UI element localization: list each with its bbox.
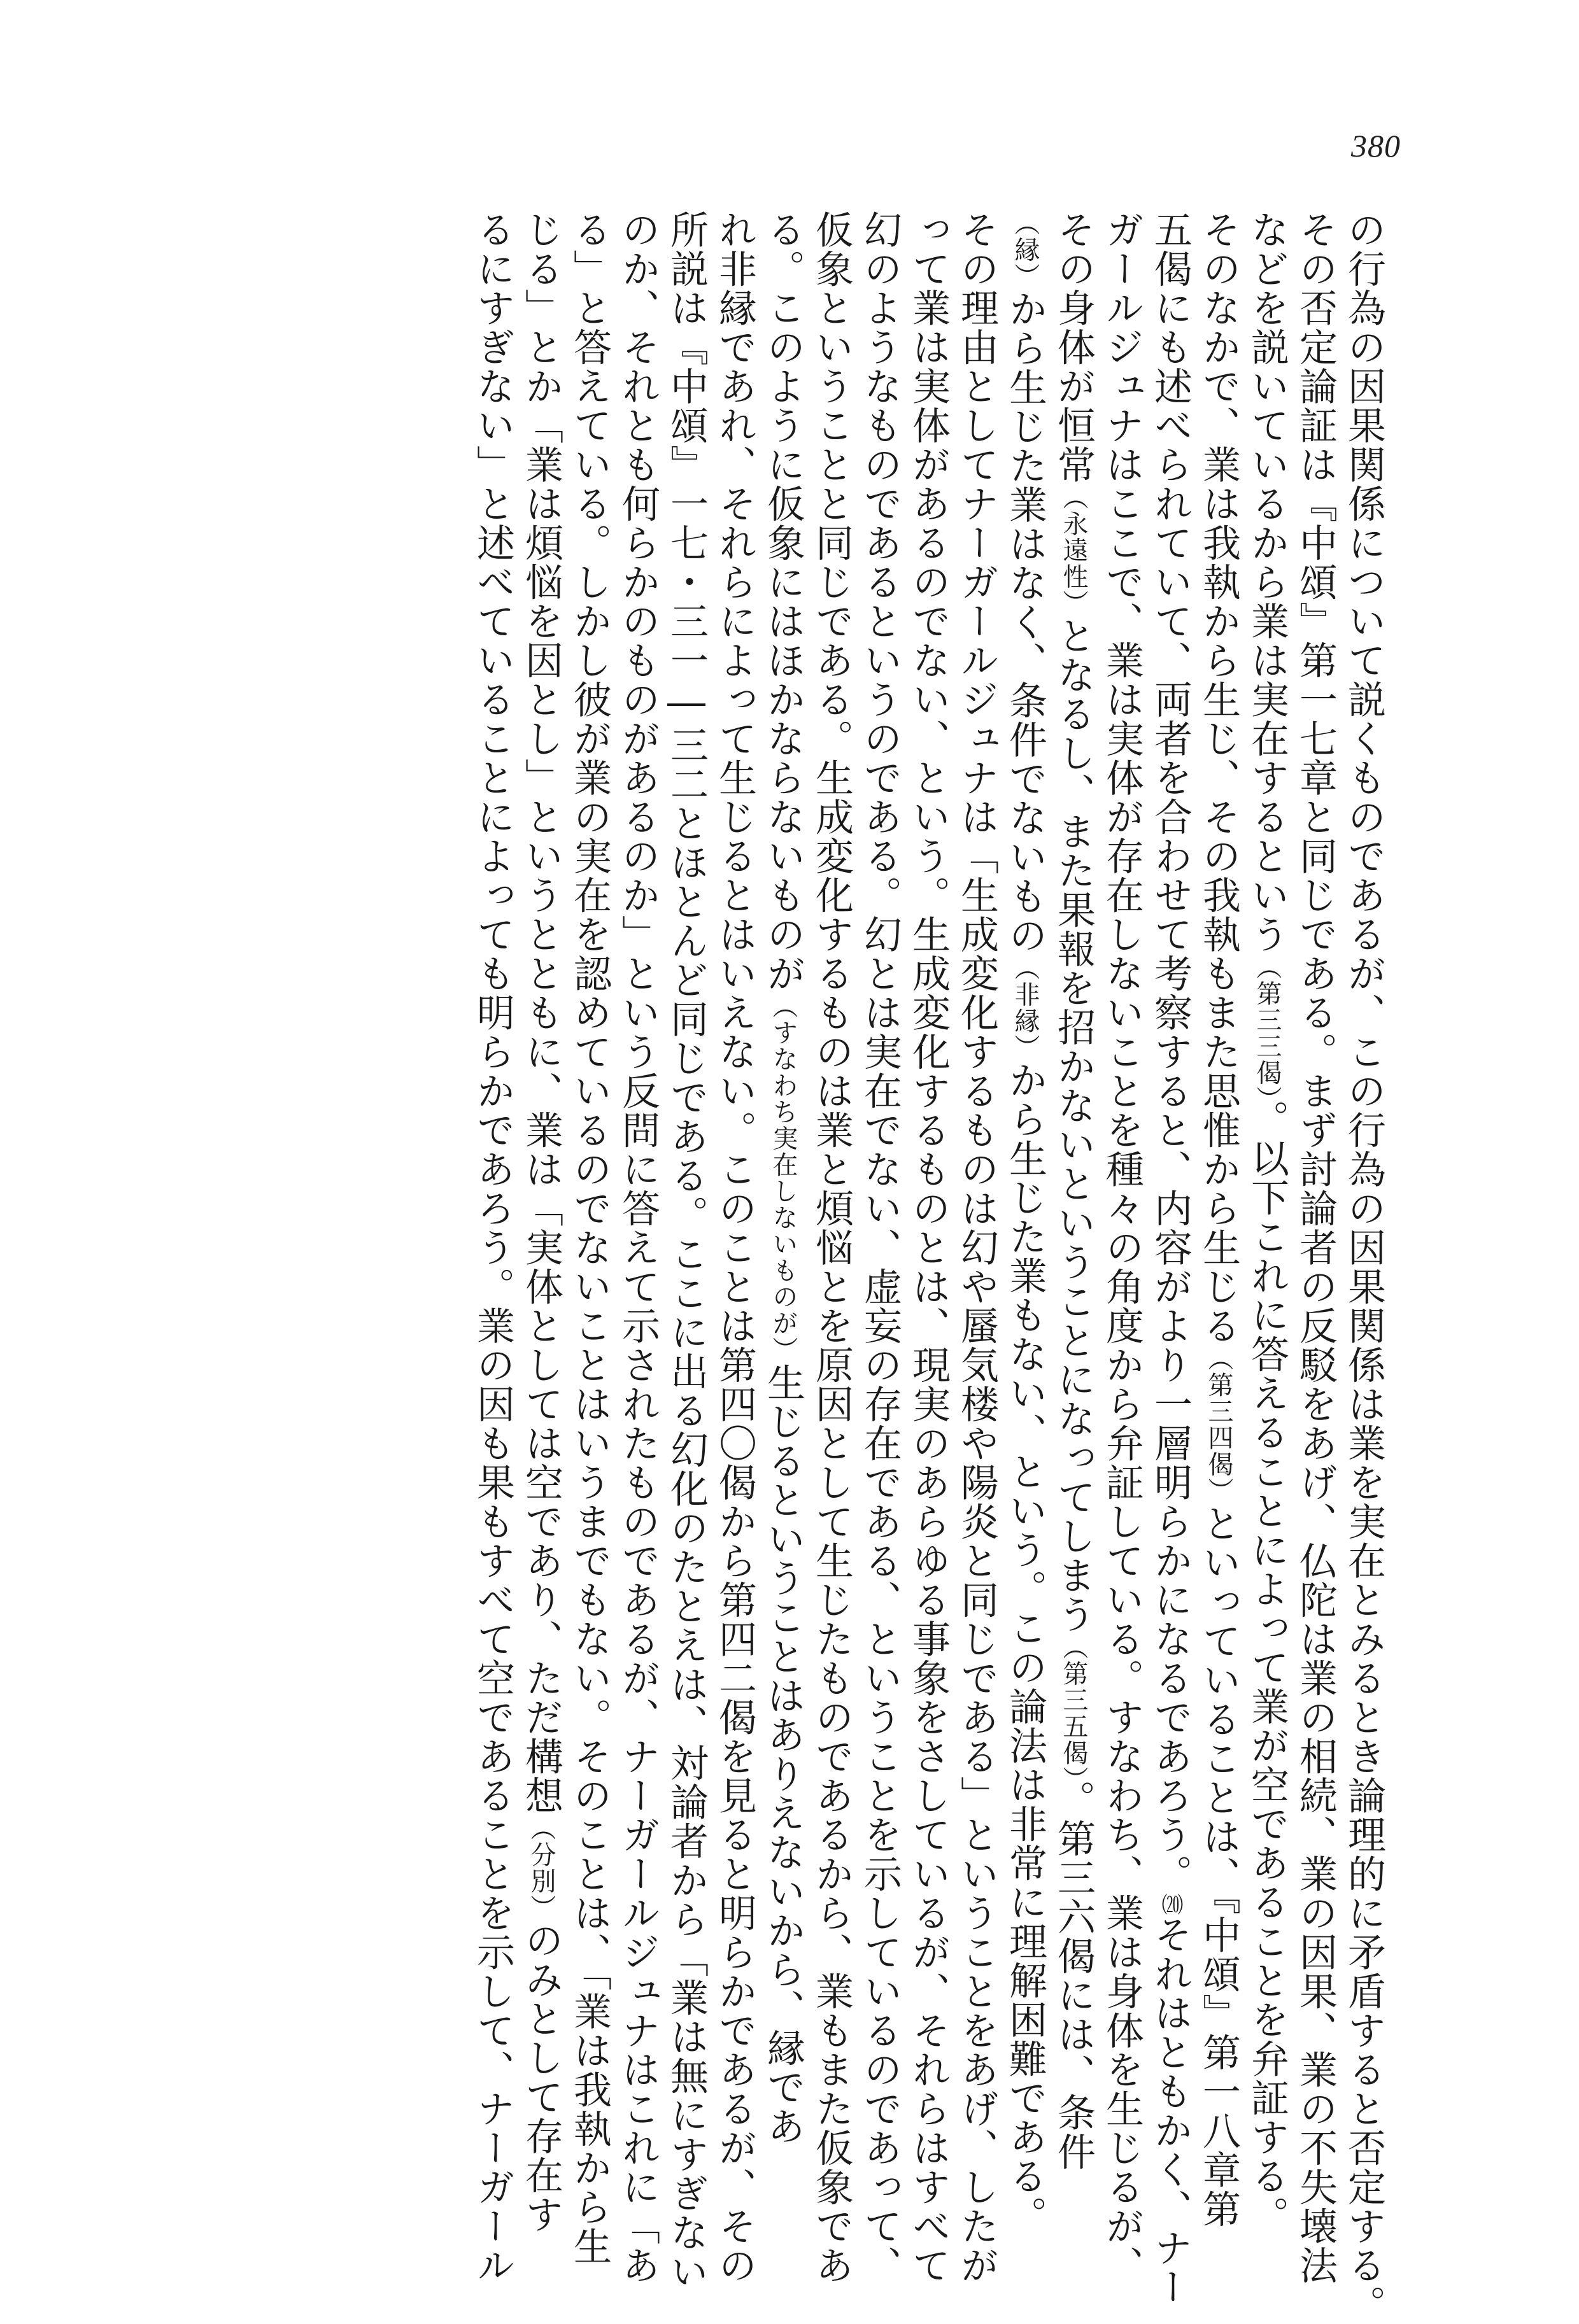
text-line [1001, 210, 1049, 2235]
inline-annotation: （すなわち実在しないものが） [768, 993, 798, 1363]
text-segment: その理由としてナーガールジュナは「生成変化するものは幻や蜃気楼や陽炎と同じである」ということをあげ、したが [954, 210, 999, 2285]
text-segment: る」と答えている。しかし彼が業の実在を認めているのでないことはいうまでもない。そのことは、「業は我執から生 [567, 210, 612, 2266]
text-line [517, 210, 565, 2234]
inline-annotation: （第三五偈） [1059, 1634, 1088, 1780]
text-segment: って業は実体があるのでない、という。生成変化するものとは、現実のあらゆる事象をさしているが、それらはすべて [906, 210, 951, 2285]
text-line [469, 210, 517, 2285]
text-line [856, 210, 904, 2285]
text-segment: る。このように仮象にはほかならないものが [761, 210, 805, 993]
text-segment: といっていることは、『中頌』第一八章第 [1196, 1504, 1241, 2229]
text-segment: 幻のようなものであるというのである。幻とは実在でない、虚妄の存在である、ということを示しているのであって、 [858, 210, 902, 2285]
text-line [759, 210, 807, 2146]
inline-annotation: （永遠性） [1059, 484, 1088, 616]
body-text [469, 210, 1388, 2324]
text-segment: れ非縁であれ、それらによって生じるとはいえない。このことは第四〇偈から第四二偈を見ると明らかであるが、その [712, 210, 757, 2285]
text-segment: そのなかで、業は我執から生じ、その我執もまた思惟から生じる [1196, 210, 1241, 1346]
text-line [1243, 210, 1291, 2235]
inline-annotation: （非縁） [1010, 955, 1040, 1060]
footnote-marker: ⒇ [1158, 1893, 1183, 1915]
text-segment: 生じるということはありえないから、縁であ [761, 1363, 805, 2146]
text-segment: 。以下これに答えることによって業が空であることを弁証する。 [1245, 1099, 1289, 2235]
text-line [1098, 210, 1146, 2285]
text-segment: 。第三六偈には、条件 [1051, 1780, 1096, 2171]
text-line [904, 210, 952, 2285]
text-line [1194, 210, 1243, 2229]
text-line [565, 210, 614, 2266]
text-line [807, 210, 856, 2285]
text-line [952, 210, 1001, 2285]
text-line [1340, 210, 1388, 2324]
text-line [662, 210, 711, 2292]
text-line [711, 210, 759, 2285]
text-segment: から生じた業もない、という。この論法は非常に理解困難である。 [1003, 1060, 1047, 2235]
text-segment: その否定論証は『中頌』第一七章と同じである。まず討論者の反駁をあげ、仏陀は業の相続、業の因果、業の不失壊法 [1293, 210, 1338, 2285]
text-segment: となるし、また果報を招かないということになってしまう [1051, 616, 1096, 1634]
text-segment: 五偈にも述べられていて、両者を合わせて考察すると、内容がより一層明らかになるであろう。 [1148, 210, 1193, 1894]
text-segment: 所説は『中頌』一七・三一―三二とほとんど同じである。ここに出る幻化のたとえは、対論者から「業は無にすぎない [664, 210, 709, 2292]
inline-annotation: （第三四偈） [1204, 1345, 1233, 1504]
text-line [1049, 210, 1098, 2171]
inline-annotation: （分別） [527, 1815, 556, 1921]
text-segment: の行為の因果関係について説くものであるが、この行為の因果関係は業を実在とみるとき論理的に矛盾すると否定する。 [1342, 210, 1386, 2324]
text-line [614, 210, 662, 2285]
page-number: 380 [1351, 128, 1401, 164]
text-segment: その身体が恒常 [1051, 210, 1096, 484]
text-segment: じる」とか「業は煩悩を因とし」というとともに、業は「実体としては空であり、ただ構想 [519, 210, 563, 1815]
text-segment: のみとして存在す [519, 1920, 563, 2234]
inline-annotation: （第三三偈） [1252, 954, 1282, 1100]
text-segment: 仮象ということと同じである。生成変化するものは業と煩悩とを原因として生じたものであるから、業もまた仮象であ [809, 210, 854, 2285]
text-line [1146, 210, 1194, 2307]
text-segment: から生じた業はなく、条件でないもの [1003, 289, 1047, 955]
inline-annotation: （縁） [1010, 210, 1040, 290]
text-segment: るにすぎない」と述べていることによっても明らかであろう。業の因も果もすべて空であることを示して、ナーガール [471, 210, 515, 2285]
text-segment: のか、それとも何らかのものがあるのか」という反問に答えて示されたものであるが、ナーガールジュナはこれに「あ [616, 210, 660, 2285]
text-segment: などを説いているから業は実在するという [1245, 210, 1289, 954]
text-line [1291, 210, 1340, 2285]
text-segment: それはともかく、ナー [1148, 1915, 1193, 2307]
text-segment: ガールジュナはここで、業は実体が存在しないことを種々の角度から弁証している。すなわち、業は身体を生じるが、 [1100, 210, 1144, 2285]
